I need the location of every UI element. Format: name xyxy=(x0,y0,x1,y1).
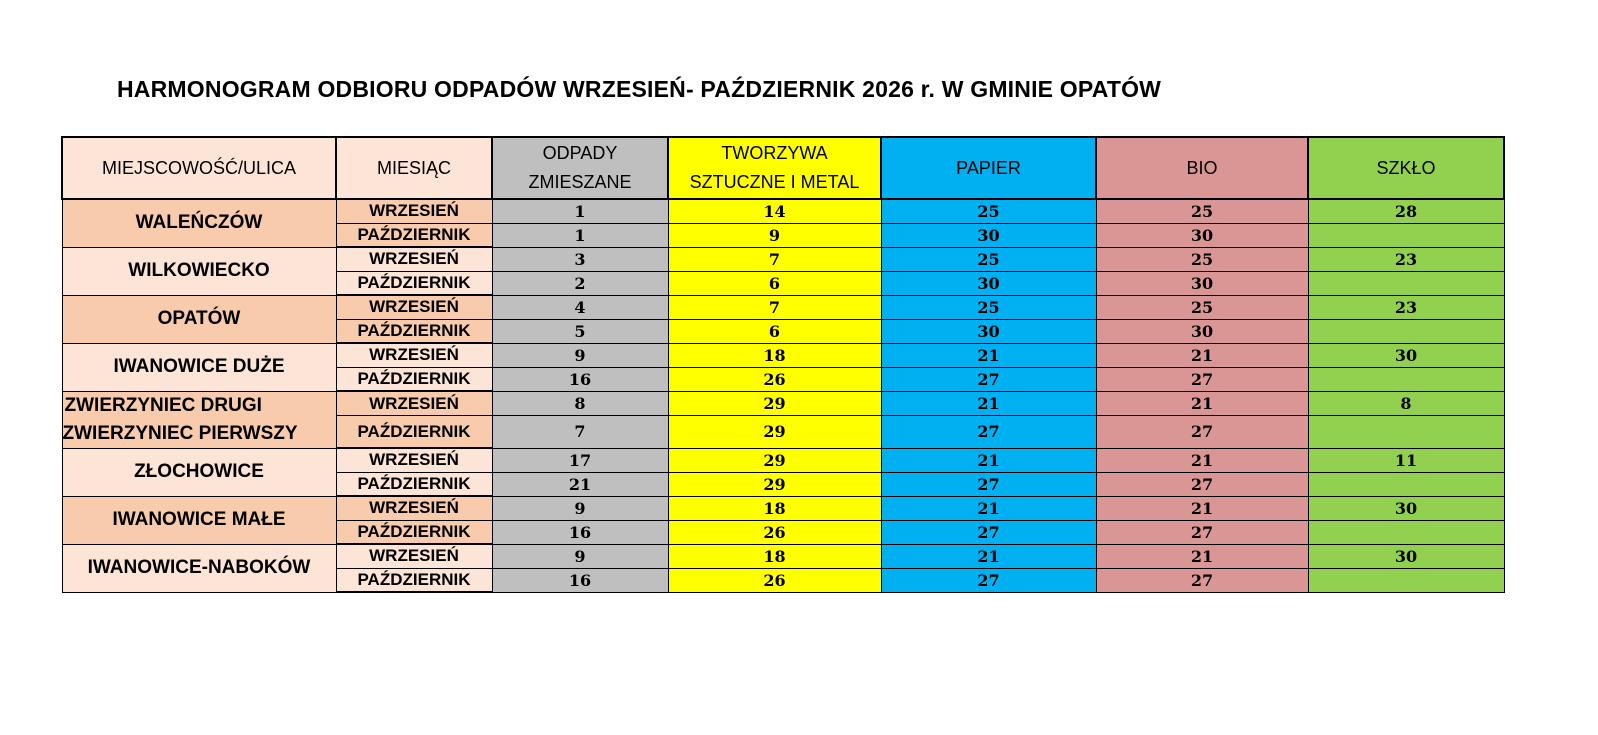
bio-cell: 21 xyxy=(1096,544,1308,568)
table-row xyxy=(62,199,1504,223)
plastic-cell: 7 xyxy=(668,295,881,319)
bio-cell: 27 xyxy=(1096,472,1308,496)
mixed-cell: 5 xyxy=(492,319,668,343)
paper-cell: 25 xyxy=(881,295,1096,319)
month-cell: WRZESIEŃ xyxy=(336,343,492,367)
bio-cell: 30 xyxy=(1096,223,1308,247)
mixed-cell: 16 xyxy=(492,520,668,544)
location-cell: WALEŃCZÓW xyxy=(62,199,336,247)
header-glass: SZKŁO xyxy=(1308,137,1504,199)
table-row xyxy=(62,391,1504,416)
glass-cell: 23 xyxy=(1308,247,1504,271)
bio-cell: 30 xyxy=(1096,271,1308,295)
month-cell: PAŹDZIERNIK xyxy=(336,223,492,247)
header-bio: BIO xyxy=(1096,137,1308,199)
header-location: MIEJSCOWOŚĆ/ULICA xyxy=(62,137,336,199)
paper-cell: 21 xyxy=(881,391,1096,416)
paper-cell: 27 xyxy=(881,520,1096,544)
glass-cell: 28 xyxy=(1308,199,1504,223)
location-line: ZWIERZYNIEC DRUGI xyxy=(64,394,262,416)
bio-cell: 27 xyxy=(1096,367,1308,391)
paper-cell: 21 xyxy=(881,343,1096,367)
mixed-cell: 4 xyxy=(492,295,668,319)
page-title: HARMONOGRAM ODBIORU ODPADÓW WRZESIEŃ- PAŹDZIERNIK 2026 r. W GMINIE OPATÓW xyxy=(117,76,1162,102)
mixed-cell: 9 xyxy=(492,343,668,367)
month-cell: PAŹDZIERNIK xyxy=(336,319,492,343)
header-plastic-line1: TWORZYWA xyxy=(721,143,828,163)
month-cell: PAŹDZIERNIK xyxy=(336,416,492,448)
glass-cell: 30 xyxy=(1308,544,1504,568)
mixed-cell: 9 xyxy=(492,496,668,520)
bio-cell: 27 xyxy=(1096,416,1308,448)
glass-cell xyxy=(1308,367,1504,391)
plastic-cell: 29 xyxy=(668,416,881,448)
month-cell: WRZESIEŃ xyxy=(336,544,492,568)
bio-cell: 25 xyxy=(1096,199,1308,223)
mixed-cell: 16 xyxy=(492,568,668,592)
bio-cell: 21 xyxy=(1096,448,1308,472)
header-plastic-metal xyxy=(668,137,881,199)
table-row xyxy=(62,496,1504,520)
month-cell: PAŹDZIERNIK xyxy=(336,472,492,496)
paper-cell: 27 xyxy=(881,472,1096,496)
location-line: ZWIERZYNIEC PIERWSZY xyxy=(62,422,298,444)
table-row xyxy=(62,343,1504,367)
plastic-cell: 18 xyxy=(668,544,881,568)
mixed-cell: 16 xyxy=(492,367,668,391)
mixed-cell: 7 xyxy=(492,416,668,448)
paper-cell: 27 xyxy=(881,568,1096,592)
paper-cell: 27 xyxy=(881,416,1096,448)
plastic-cell: 26 xyxy=(668,568,881,592)
glass-cell: 8 xyxy=(1308,391,1504,416)
bio-cell: 21 xyxy=(1096,496,1308,520)
location-cell: WILKOWIECKO xyxy=(62,247,336,295)
plastic-cell: 6 xyxy=(668,319,881,343)
glass-cell xyxy=(1308,319,1504,343)
paper-cell: 25 xyxy=(881,247,1096,271)
plastic-cell: 26 xyxy=(668,520,881,544)
mixed-cell: 9 xyxy=(492,544,668,568)
location-cell: IWANOWICE-NABOKÓW xyxy=(62,544,336,592)
bio-cell: 27 xyxy=(1096,568,1308,592)
paper-cell: 30 xyxy=(881,223,1096,247)
glass-cell: 11 xyxy=(1308,448,1504,472)
location-cell: OPATÓW xyxy=(62,295,336,343)
mixed-cell: 3 xyxy=(492,247,668,271)
paper-cell: 21 xyxy=(881,448,1096,472)
table-row xyxy=(62,247,1504,271)
month-cell: PAŹDZIERNIK xyxy=(336,367,492,391)
header-paper: PAPIER xyxy=(881,137,1096,199)
glass-cell xyxy=(1308,472,1504,496)
mixed-cell: 17 xyxy=(492,448,668,472)
plastic-cell: 26 xyxy=(668,367,881,391)
glass-cell xyxy=(1308,223,1504,247)
bio-cell: 27 xyxy=(1096,520,1308,544)
glass-cell xyxy=(1308,416,1504,448)
bio-cell: 21 xyxy=(1096,391,1308,416)
bio-cell: 25 xyxy=(1096,295,1308,319)
waste-schedule-table xyxy=(61,136,1505,593)
paper-cell: 27 xyxy=(881,367,1096,391)
plastic-cell: 29 xyxy=(668,448,881,472)
table-row xyxy=(62,544,1504,568)
paper-cell: 30 xyxy=(881,319,1096,343)
glass-cell: 23 xyxy=(1308,295,1504,319)
plastic-cell: 7 xyxy=(668,247,881,271)
glass-cell: 30 xyxy=(1308,343,1504,367)
header-mixed-waste xyxy=(492,137,668,199)
paper-cell: 21 xyxy=(881,544,1096,568)
plastic-cell: 9 xyxy=(668,223,881,247)
table-row xyxy=(62,295,1504,319)
month-cell: PAŹDZIERNIK xyxy=(336,271,492,295)
mixed-cell: 2 xyxy=(492,271,668,295)
location-cell: ZŁOCHOWICE xyxy=(62,448,336,496)
location-cell: IWANOWICE MAŁE xyxy=(62,496,336,544)
header-mixed-line1: ODPADY xyxy=(542,143,618,163)
plastic-cell: 18 xyxy=(668,343,881,367)
mixed-cell: 8 xyxy=(492,391,668,416)
plastic-cell: 29 xyxy=(668,472,881,496)
month-cell: WRZESIEŃ xyxy=(336,496,492,520)
month-cell: PAŹDZIERNIK xyxy=(336,520,492,544)
plastic-cell: 29 xyxy=(668,391,881,416)
month-cell: WRZESIEŃ xyxy=(336,247,492,271)
month-cell: WRZESIEŃ xyxy=(336,295,492,319)
table-row xyxy=(62,448,1504,472)
bio-cell: 30 xyxy=(1096,319,1308,343)
plastic-cell: 14 xyxy=(668,199,881,223)
mixed-cell: 21 xyxy=(492,472,668,496)
paper-cell: 25 xyxy=(881,199,1096,223)
paper-cell: 30 xyxy=(881,271,1096,295)
paper-cell: 21 xyxy=(881,496,1096,520)
bio-cell: 25 xyxy=(1096,247,1308,271)
location-cell: IWANOWICE DUŻE xyxy=(62,343,336,391)
location-cell xyxy=(62,391,336,448)
month-cell: WRZESIEŃ xyxy=(336,391,492,416)
mixed-cell: 1 xyxy=(492,223,668,247)
header-plastic-line2: SZTUCZNE I METAL xyxy=(689,172,860,192)
header-row xyxy=(62,137,1504,199)
plastic-cell: 18 xyxy=(668,496,881,520)
month-cell: PAŹDZIERNIK xyxy=(336,568,492,592)
glass-cell xyxy=(1308,520,1504,544)
header-month: MIESIĄC xyxy=(336,137,492,199)
glass-cell xyxy=(1308,271,1504,295)
month-cell: WRZESIEŃ xyxy=(336,448,492,472)
glass-cell xyxy=(1308,568,1504,592)
bio-cell: 21 xyxy=(1096,343,1308,367)
header-mixed-line2: ZMIESZANE xyxy=(528,172,632,192)
plastic-cell: 6 xyxy=(668,271,881,295)
glass-cell: 30 xyxy=(1308,496,1504,520)
month-cell: WRZESIEŃ xyxy=(336,199,492,223)
mixed-cell: 1 xyxy=(492,199,668,223)
